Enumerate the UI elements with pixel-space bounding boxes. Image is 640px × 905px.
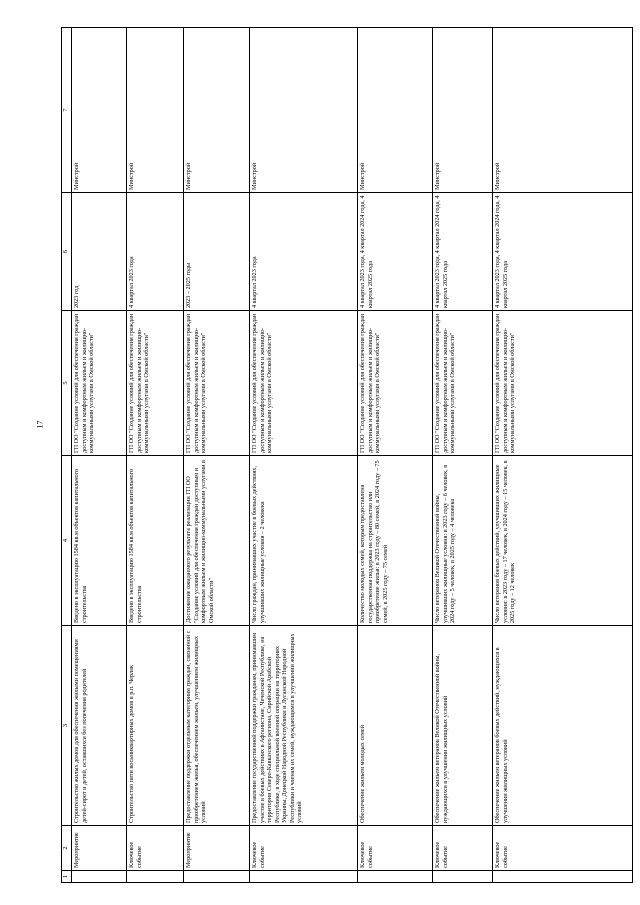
row-responsible-cell: Минстрой [184,28,250,193]
table-row [433,28,493,883]
row-name-cell: Предоставление государственной поддержки гражданам, принимавшим участие в боевых действиях в Афганистане, Чеченской Республике, на территории Северо-Кавказского региона, Сирийской Арабской Республике, в ходе специальной военной операции на территориях Украины, Донецкой Народной Республики и Луганской Народной Республики и членам их семей, нуждающимся в улучшении жилищных условий [250,626,358,826]
row-result-cell: Количество молодых семей, которым предоставлена государственная поддержка на строительство или приобретение жилья: в 2023 году – 80 семей, в 2024 году – 75 семей, в 2025 году – 75 семей [358,456,433,626]
row-name-cell: Строительство пяти восьмиквартирных домов в р.п. Черлак [127,626,184,826]
row-term-cell: 4 квартал 2023 года, 4 квартал 2024 года, 4 квартал 2025 года [493,193,633,311]
row-executor-cell: ГП ОО "Создание условий для обеспечения граждан доступным и комфортным жильем и жилищно-коммунальными услугами в Омской области" [127,311,184,456]
row-result-cell: Число граждан, принимавших участие в боевых действиях, улучшивших жилищные условия – 2 человека [250,456,358,626]
row-term-cell: 4 квартал 2023 года [127,193,184,311]
row-name-cell: Обеспечение жильем ветеранов Великой Отечественной войны, нуждающихся в улучшении жилищных условий [433,626,493,826]
table-row [127,28,184,883]
row-type-cell: Ключевое событие [493,826,633,871]
header-row [62,28,72,883]
row-responsible-cell: Минстрой [250,28,358,193]
row-type-cell: Мероприятие [184,826,250,871]
row-number-cell [433,871,493,883]
row-type-cell: Ключевое событие [433,826,493,871]
row-result-cell: Достижение ожидаемого результата реализации ГП ОО "Создание условий для обеспечения граждан доступным и комфортным жильем и жилищно-коммунальными услугами в Омской области" [184,456,250,626]
row-result-cell: Введено в эксплуатацию 1584 кв.м объектов капитального строительства [72,456,127,626]
row-name-cell: Обеспечение жильем молодых семей [358,626,433,826]
row-type-cell: Ключевое событие [250,826,358,871]
row-term-cell: 4 квартал 2023 года, 4 квартал 2024 года, 4 квартал 2025 года [433,193,493,311]
table-row [72,28,127,883]
row-name-cell: Обеспечение жильем ветеранов боевых действий, нуждающихся в улучшении жилищных условий [493,626,633,826]
table-row [358,28,433,883]
row-type-cell: Мероприятие [72,826,127,871]
header-col-1: 1 [62,871,72,883]
row-executor-cell: ГП ОО "Создание условий для обеспечения граждан доступным и комфортным жильем и жилищно-коммунальными услугами в Омской области" [184,311,250,456]
table-row [493,28,633,883]
header-col-7: 7 [62,28,72,193]
events-table [61,27,633,883]
row-number-cell [127,871,184,883]
row-type-cell: Ключевое событие [127,826,184,871]
row-executor-cell: ГП ОО "Создание условий для обеспечения граждан доступным и комфортным жильем и жилищно-коммунальными услугами в Омской области" [433,311,493,456]
row-term-cell: 4 квартал 2023 года [250,193,358,311]
row-result-cell: Введено в эксплуатацию 1584 кв.м объектов капитального строительства [127,456,184,626]
row-term-cell: 2023 – 2025 годы [184,193,250,311]
row-type-cell: Ключевое событие [358,826,433,871]
table-row [250,28,358,883]
row-number-cell [358,871,433,883]
row-term-cell: 4 квартал 2023 года, 4 квартал 2024 года, 4 квартал 2025 года [358,193,433,311]
row-executor-cell: ГП ОО "Создание условий для обеспечения граждан доступным и комфортным жильем и жилищно-коммунальными услугами в Омской области" [72,311,127,456]
page-number: 17 [35,420,45,429]
row-term-cell: 2023 год [72,193,127,311]
row-result-cell: Число ветеранов Великой Отечественной войны, улучшивших жилищные условия: в 2023 году – 6 человек, в 2024 году – 5 человек, в 2025 году – 4 человека [433,456,493,626]
row-executor-cell: ГП ОО "Создание условий для обеспечения граждан доступным и комфортным жильем и жилищно-коммунальными услугами в Омской области" [250,311,358,456]
header-col-2: 2 [62,826,72,871]
row-executor-cell: ГП ОО "Создание условий для обеспечения граждан доступным и комфортным жильем и жилищно-коммунальными услугами в Омской области" [358,311,433,456]
row-responsible-cell: Минстрой [127,28,184,193]
header-col-4: 4 [62,456,72,626]
row-responsible-cell: Минстрой [433,28,493,193]
row-responsible-cell: Минстрой [72,28,127,193]
row-number-cell [184,871,250,883]
row-number-cell [493,871,633,883]
header-col-6: 6 [62,193,72,311]
row-name-cell: Строительство жилых домов для обеспечения жилыми помещениями детей-сирот и детей, оставшихся без попечения родителей [72,626,127,826]
row-executor-cell: ГП ОО "Создание условий для обеспечения граждан доступным и комфортным жильем и жилищно-коммунальными услугами в Омской области" [493,311,633,456]
row-responsible-cell: Минстрой [493,28,633,193]
header-col-5: 5 [62,311,72,456]
row-responsible-cell: Минстрой [358,28,433,193]
header-col-3: 3 [62,626,72,826]
rotated-table-container [61,28,633,883]
row-name-cell: Предоставление поддержки отдельным категориям граждан, связанной с приобретением жилья, обеспечением жильем, улучшением жилищных условий [184,626,250,826]
table-row [184,28,250,883]
row-number-cell [250,871,358,883]
row-number-cell [72,871,127,883]
row-result-cell: Число ветеранов боевых действий, улучшивших жилищные условия: в 2023 году – 17 человек, в 2024 году – 15 человек, в 2025 году – 12 человек [493,456,633,626]
